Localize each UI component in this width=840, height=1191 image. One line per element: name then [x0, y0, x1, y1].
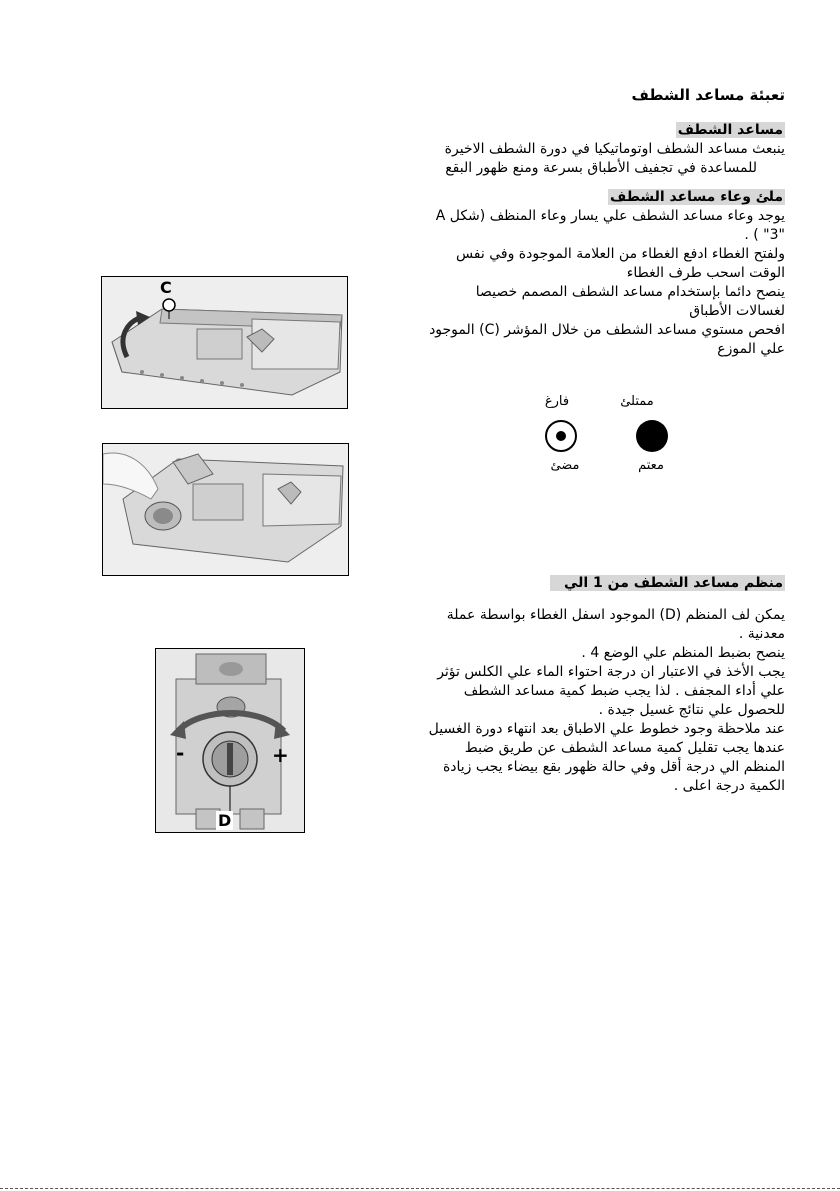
page-title: تعبئة مساعد الشطف — [631, 86, 785, 104]
text-line: المنظم الي درجة أقل وفي حالة ظهور بقع بيضاء يجب زيادة — [442, 759, 785, 775]
section-heading-regulator-text: منظم مساعد الشطف من 1 الي — [550, 575, 785, 591]
filling-illustration — [103, 444, 348, 575]
text-line: معدنية . — [738, 626, 785, 642]
text-line: الوقت اسحب طرف الغطاء — [626, 265, 785, 281]
section-heading-regulator — [425, 575, 785, 591]
figure-filling-rinse-aid — [102, 443, 349, 576]
section-heading-rinse-aid-text: مساعد الشطف — [677, 122, 783, 138]
text-line: للحصول علي نتائج غسيل جيدة . — [598, 702, 785, 718]
text-line: "3" ) . — [744, 227, 785, 243]
dispenser-illustration — [102, 277, 347, 408]
text-line: ينبعث مساعد الشطف اوتوماتيكيا في دورة الشطف الاخيرة — [444, 141, 785, 157]
figure-dispenser-indicator — [101, 276, 348, 409]
section-body-rinse-aid — [423, 140, 785, 178]
figure-label-d: D — [218, 811, 232, 830]
indicator-dark-label: معتم — [638, 458, 664, 473]
text-line: ينصح دائما بإستخدام مساعد الشطف المصمم خصيصا — [475, 284, 785, 300]
text-line: لغسالات الأطباق — [689, 303, 785, 319]
figure-minus-sign: - — [176, 741, 185, 765]
indicator-light-label: مضئ — [550, 458, 580, 473]
text-line: ولفتح الغطاء ادفع الغطاء من العلامة الموجودة وفي نفس — [455, 246, 785, 262]
text-line: ينصح بضبط المنظم علي الوضع 4 . — [581, 645, 785, 661]
indicator-dark-icon — [636, 420, 668, 452]
section-body-regulator — [423, 606, 785, 796]
text-line: علي الموزع — [717, 341, 785, 357]
figure-regulator — [155, 648, 305, 833]
section-heading-rinse-aid — [425, 122, 785, 138]
text-line: علي أداء المجفف . لذا يجب ضبط كمية مساعد الشطف — [463, 683, 785, 699]
indicator-light-icon — [546, 421, 576, 451]
text-line: عندها يجب تقليل كمية مساعد الشطف عن طريق ضبط — [464, 740, 785, 756]
text-line: عند ملاحظة وجود خطوط علي الاطباق بعد انتهاء دورة الغسيل — [428, 721, 785, 737]
text-line: يمكن لف المنظم (D) الموجود اسفل الغطاء بواسطة عملة — [446, 607, 785, 623]
section-heading-filling — [425, 189, 785, 205]
section-heading-filling-text: ملئ وعاء مساعد الشطف — [610, 189, 783, 205]
page-bottom-rule — [0, 1188, 840, 1189]
text-line: يوجد وعاء مساعد الشطف علي يسار وعاء المنظف (شكل A — [435, 208, 785, 224]
text-line: الكمية درجة اعلى . — [673, 778, 785, 794]
indicator-icons — [536, 418, 676, 454]
figure-plus-sign: + — [272, 743, 289, 767]
indicator-empty-label: فارغ — [544, 394, 570, 409]
text-line: افحص مستوي مساعد الشطف من خلال المؤشر (C) الموجود — [429, 322, 785, 338]
figure-label-c: C — [160, 278, 172, 297]
section-body-filling — [423, 207, 785, 359]
indicator-full-label: ممتلئ — [620, 394, 654, 409]
text-line: يجب الأخذ في الاعتبار ان درجة احتواء الماء علي الكلس تؤثر — [437, 664, 785, 680]
text-line: للمساعدة في تجفيف الأطباق بسرعة ومنع ظهور البقع — [445, 160, 757, 176]
